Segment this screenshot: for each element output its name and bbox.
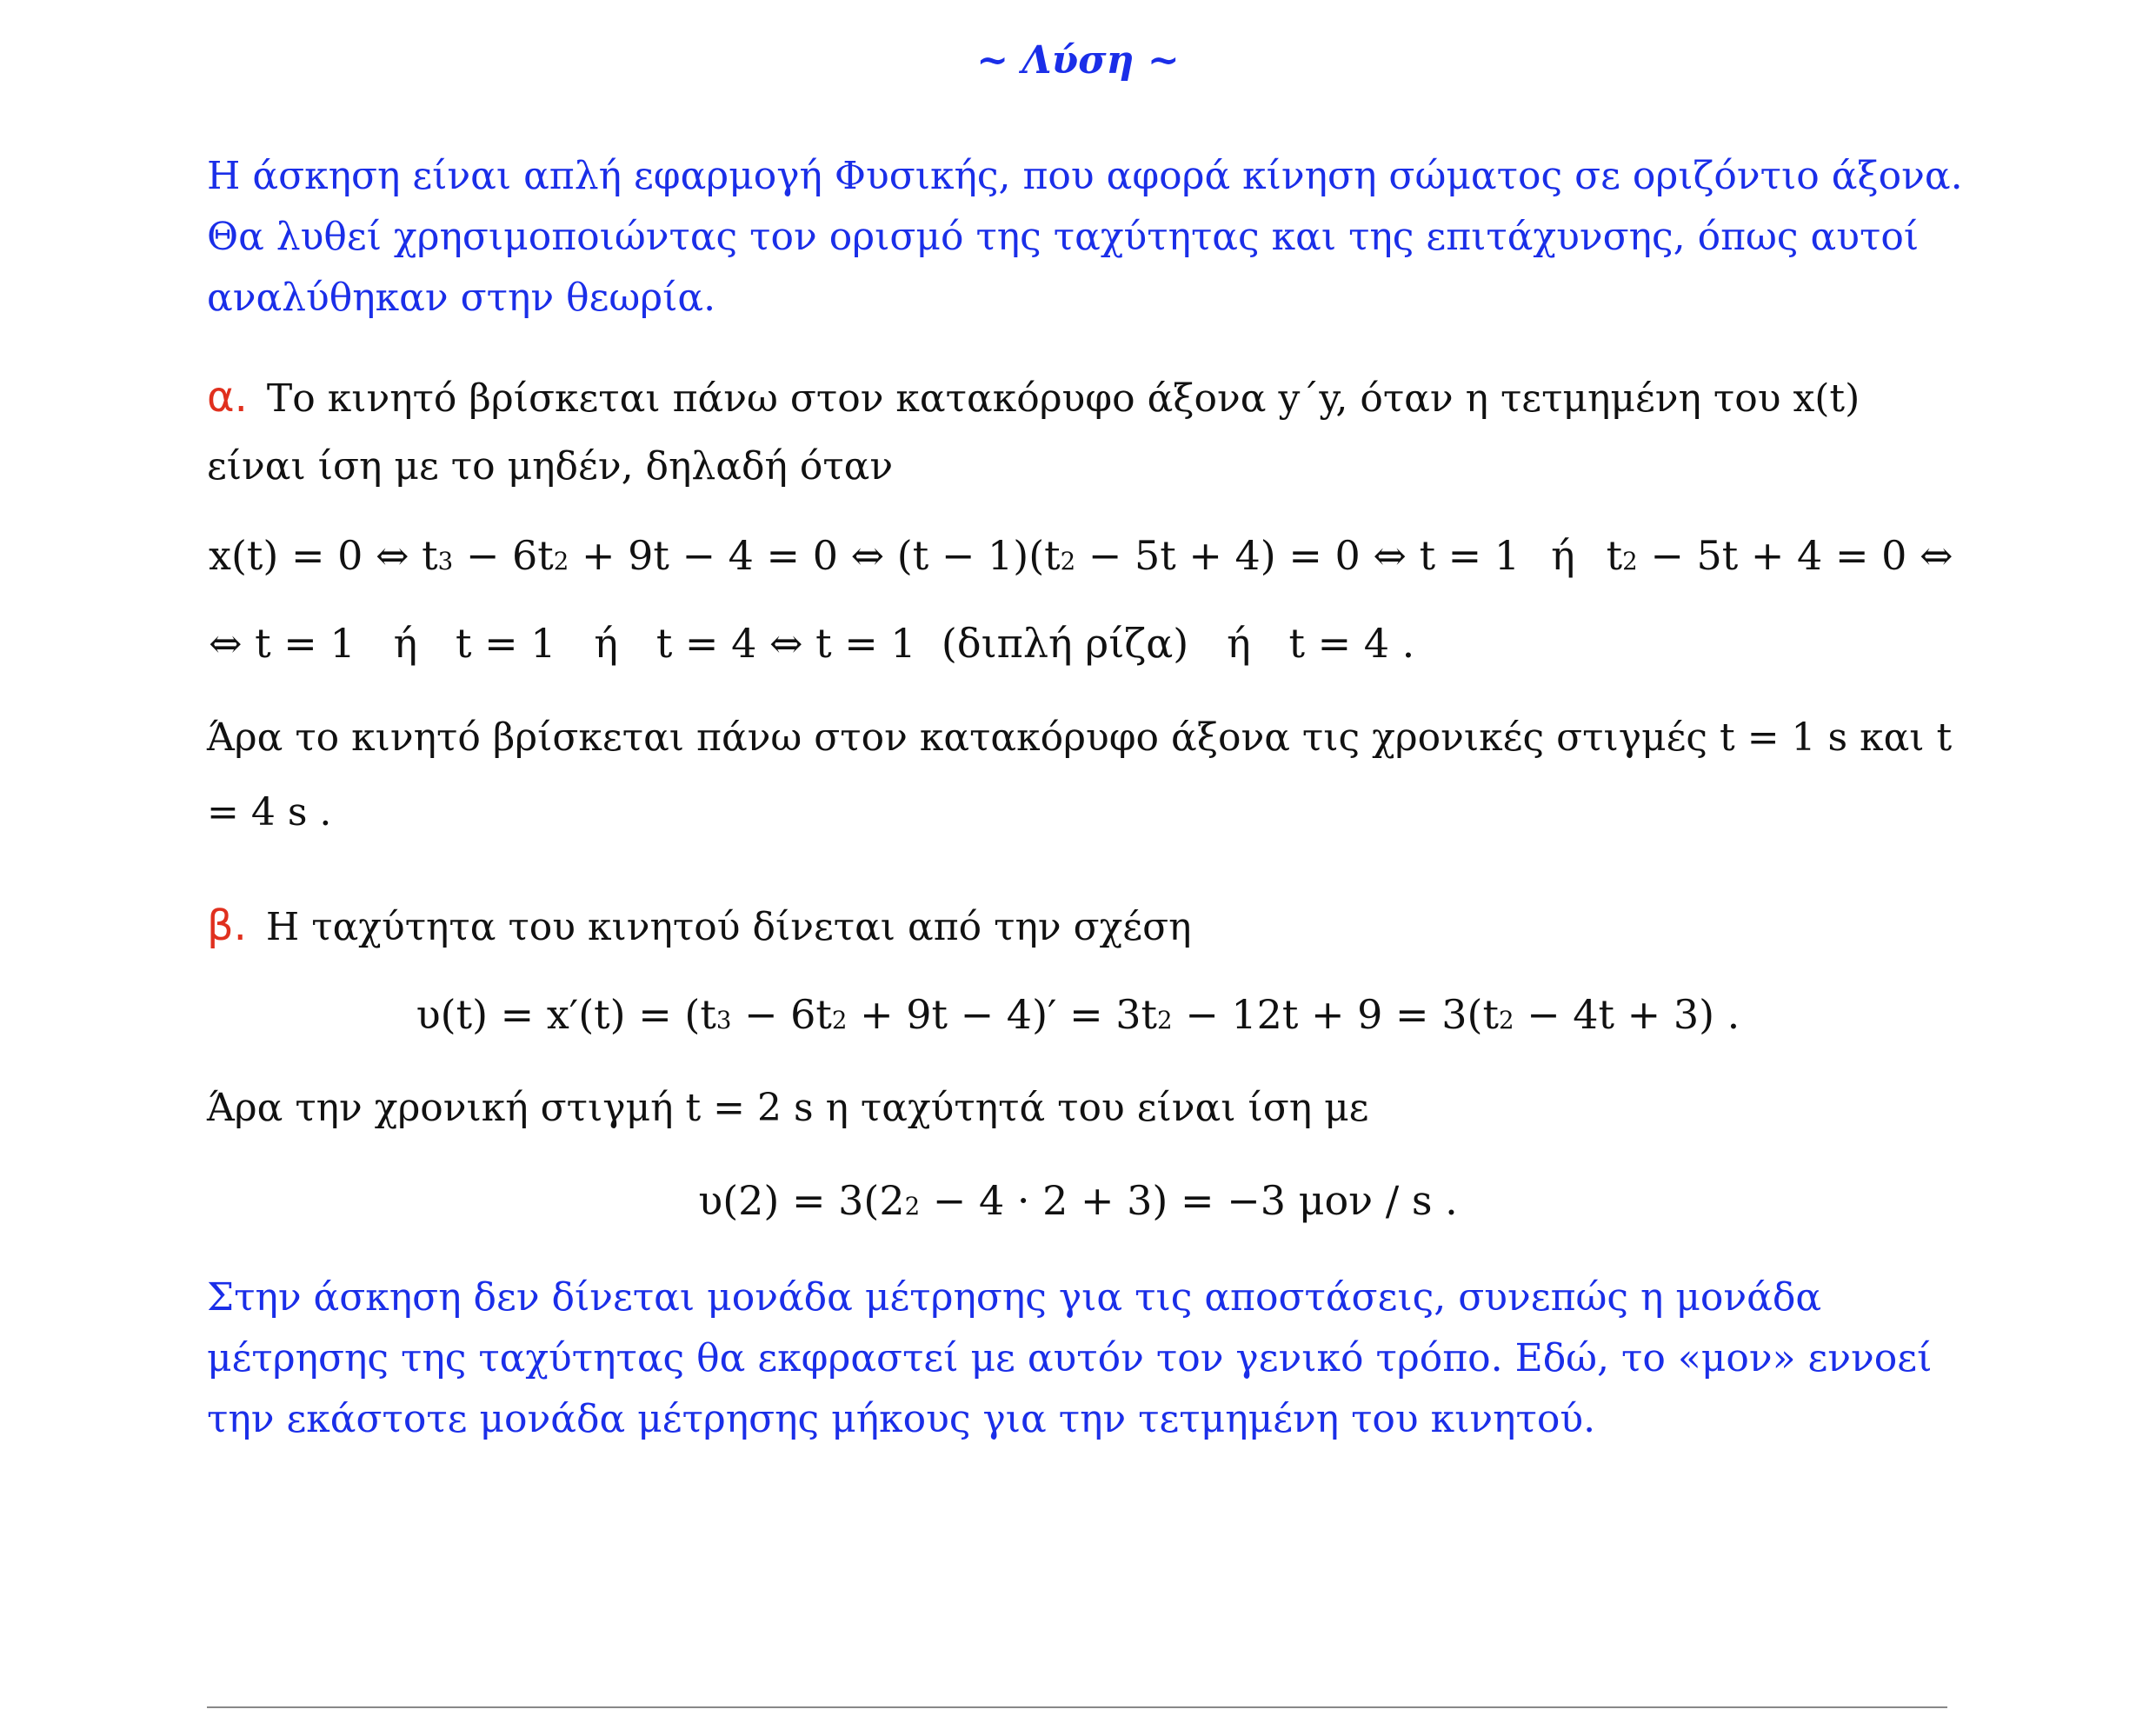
part-b-note: Στην άσκηση δεν δίνεται μονάδα μέτρησης για τις αποστάσεις, συνεπώς η μονάδα μέτρησης της ταχύτητας θα εκφραστεί με αυτόν τον γενικό τρόπο. Εδώ, το «μον» εννοεί την εκάστοτε μονάδα μέτρησης μήκους για την τετμημένη του κινητού. [207, 1275, 1933, 1441]
part-b-value-equation: $\upsilon(2) = 3(2^2 - 4 \cdot 2 + 3) = -3$ μον / s . [698, 1177, 1458, 1224]
part-b-text: Η ταχύτητα του κινητού δίνεται από την σχέση [265, 905, 1192, 949]
part-a-text: Το κινητό βρίσκεται πάνω στον κατακόρυφο άξονα y΄y, όταν η τετμημένη του x(t) είναι ίση με το μηδέν, δηλαδή όταν [207, 376, 1860, 489]
part-a-equation-2: ⇔ t = 1 ή t = 1 ή t = 4 ⇔ t = 1 (διπλή ρίζα) ή t = 4 . [209, 620, 1415, 667]
footer-rule [207, 1706, 1947, 1708]
cropped-previous-line [207, 0, 1946, 7]
part-a-conclusion: Άρα το κινητό βρίσκεται πάνω στον κατακόρυφο άξονα τις χρονικές στιγμές t = 1 s και t = 4 s . [207, 715, 1953, 835]
part-b-velocity-equation: $\upsilon(t) = x'(t) = (t^3 - 6t^2 + 9t - 4)' = 3t^2 - 12t + 9 = 3(t^2 - 4t + 3)$ . [416, 991, 1740, 1038]
part-b-middle-text: Άρα την χρονική στιγμή t = 2 s η ταχύτητά του είναι ίση με [207, 1086, 1369, 1130]
part-a-label: α. [207, 373, 248, 422]
part-a-paragraph [207, 363, 1963, 501]
intro-paragraph: Η άσκηση είναι απλή εφαρμογή Φυσικής, που αφορά κίνηση σώματος σε οριζόντιο άξονα. Θα λυθεί χρησιμοποιώντας τον ορισμό της ταχύτητας και της επιτάχυνσης, όπως αυτοί αναλύθηκαν στην θεωρία. [207, 154, 1963, 320]
part-b-label: β. [207, 901, 247, 950]
part-a-equation-1: x(t) = 0 ⇔ $t^3 - 6t^2 + 9t - 4 = 0$ ⇔ $(t - 1)(t^2 - 5t + 4) = 0$ ⇔ t = 1 ή $t^2 - 5t + 4 = 0$ ⇔ [209, 532, 1953, 579]
part-b-paragraph [207, 895, 1963, 958]
solution-heading: ~ Λύση ~ [976, 38, 1180, 83]
